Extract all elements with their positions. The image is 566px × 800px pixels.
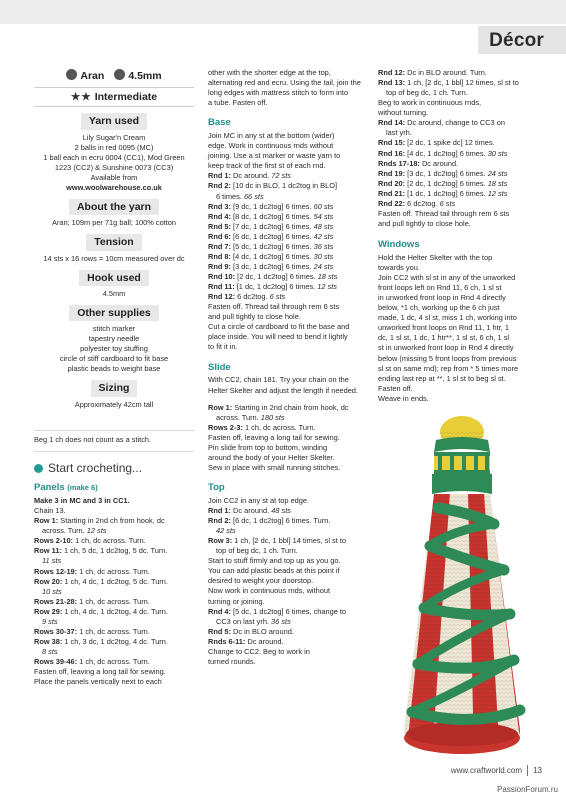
divider (34, 451, 194, 452)
stitch-count: 11 sts (42, 556, 62, 566)
row-label: Rnd 16: (378, 148, 406, 158)
yarn-ball-icon (66, 69, 77, 80)
intro-line: other with the shorter edge at the top, (208, 68, 331, 77)
stitch-count: 10 sts (42, 586, 62, 596)
row-text: 1 ch, 5 dc, 1 dc2tog, 5 dc. Turn. (61, 546, 168, 556)
instruction-line (378, 138, 540, 148)
row-label: Rnd 14: (378, 118, 406, 128)
row-text: 1 ch, dc across. Turn. (77, 596, 150, 606)
row-label: Rnd 6: (208, 231, 231, 241)
row-text: [6 dc, 1 dc2tog] 6 times. Turn. (231, 516, 331, 526)
text-line: Pin slide from top to bottom, winding (208, 442, 328, 452)
instruction-line (378, 88, 540, 98)
stitch-count: 180 sts (260, 412, 285, 422)
row-text: [1 dc, 1 dc2tog] 6 times. (234, 282, 318, 292)
footer-separator (527, 765, 528, 776)
row-label: Rnd 5: (208, 626, 231, 636)
text-line: turning or joining. (208, 596, 265, 606)
text-line: Change to CC2. Beg to work in (208, 646, 310, 656)
row-text: [4 dc, 1 dc2tog] 6 times. (405, 148, 488, 158)
helter-skelter-photo (372, 412, 552, 760)
instruction-line (34, 677, 194, 687)
supply-item: stitch marker (92, 324, 136, 334)
instruction-line (34, 577, 194, 587)
instruction-line (34, 597, 194, 607)
panels-instructions (34, 506, 194, 687)
row-text: 6 dc2tog. (235, 292, 270, 302)
instruction-line (208, 403, 368, 413)
row-text: Fasten off. Thread tail through rem 6 sts (378, 208, 510, 218)
windows-line: unworked front loops on Rnd 11, 1 htr, 1 (378, 323, 509, 333)
instruction-line (34, 536, 194, 546)
other-supplies-heading: Other supplies (34, 305, 194, 321)
text-line: Helter Skelter and adjust the length if needed. (208, 385, 358, 395)
row-label: Rnd 10: (208, 272, 236, 282)
row-label: Rnd 7: (208, 241, 231, 251)
instruction-line (378, 128, 540, 138)
stitch-count: 48 sts (271, 505, 291, 515)
section-title: Décor (489, 30, 544, 51)
instruction-line (208, 516, 368, 526)
hook-used-text: 4.5mm (102, 288, 126, 298)
windows-line: Hold the Helter Skelter with the top (378, 252, 493, 262)
instruction-line (378, 179, 540, 189)
star-icons: ★★ (70, 91, 92, 103)
windows-line: st in unworked front loop in Rnd 4 directly (378, 343, 514, 353)
row-text: [2 dc, 1 dc2tog] 6 times. (405, 178, 488, 188)
yarn-line: 1 ball each in ecru 0004 (CC1), Mod Green (43, 152, 185, 162)
row-text: CC3 on last yrh. (216, 616, 272, 626)
row-text: [9 dc, 1 dc2tog] 6 times. (231, 201, 314, 211)
top-instructions (208, 506, 368, 556)
watermark: PassionForum.ru (497, 785, 558, 794)
instruction-line (208, 171, 368, 181)
row-text: [1 dc, 1 dc2tog] 6 times. (405, 188, 488, 198)
instruction-line (34, 647, 194, 657)
base-intro (208, 131, 368, 171)
row-label: Rows 39-46: (34, 657, 78, 667)
about-yarn-heading: About the yarn (34, 199, 194, 215)
row-text: Starting in 2nd ch from hook, dc (58, 516, 165, 526)
text-line: Join MC in any st at the bottom (wider) (208, 131, 335, 141)
row-text: 1 ch, dc across. Turn. (73, 536, 146, 546)
windows-line: Weave in ends. (378, 393, 429, 403)
text-line: around the body of your Helter Skelter. (208, 452, 335, 462)
yarn-line: Lily Sugar'n Cream (82, 132, 146, 142)
column-3 (378, 68, 540, 404)
row-label: Rows 2-3: (208, 422, 243, 432)
instruction-line (208, 192, 368, 202)
stitch-count: 54 sts (313, 211, 334, 221)
row-label: Rows 21-28: (34, 596, 78, 606)
row-text: and pull tightly to close hole. (378, 218, 471, 228)
instruction-line (208, 282, 368, 292)
text-line: Cut a circle of cardboard to fit the base and (208, 322, 350, 332)
about-yarn-text: Aran; 109m per 71g ball; 100% cotton (51, 218, 177, 228)
stitch-count: 36 sts (313, 241, 334, 251)
windows-line: towards you. (378, 262, 420, 272)
windows-line: Fasten off. (378, 383, 413, 393)
base-heading: Base (208, 117, 231, 129)
row-text: 1 ch, dc across. Turn. (242, 422, 316, 432)
instruction-line (208, 617, 368, 627)
instruction-line (34, 516, 194, 526)
instruction-line (208, 181, 368, 191)
instruction-line (208, 212, 368, 222)
intro-line: long edges with mattress stitch to form into (208, 88, 349, 98)
instruction-line (378, 78, 540, 88)
instruction-line (208, 202, 368, 212)
text-line: Start to stuff firmly and top up as you go. (208, 556, 341, 566)
panels-heading: Panels (make 6) (34, 482, 98, 494)
row-label: Rnd 4: (208, 211, 231, 221)
hook-icon (114, 69, 125, 80)
instruction-line (208, 607, 368, 617)
instruction-line (34, 546, 194, 556)
stitch-count: 48 sts (313, 221, 334, 231)
row-text: Starting in 2nd chain from hook, dc (232, 402, 349, 412)
column-2 (208, 68, 368, 667)
stitch-count: 18 sts (487, 178, 508, 188)
text-line: desired to weight your doorstop. (208, 576, 314, 586)
website-link[interactable]: www.woolwarehouse.co.uk (66, 182, 162, 192)
windows-line: in unworked front loop in Rnd 4 directly (378, 293, 506, 303)
divider (34, 430, 194, 431)
instruction-line (378, 108, 540, 118)
text-line: to fit it in. (208, 342, 238, 352)
sizing-text: Approximately 42cm tall (74, 399, 154, 409)
row-label: Rnds 6-11: (208, 636, 246, 646)
instruction-line (34, 567, 194, 577)
instruction-line (208, 627, 368, 637)
stitch-count: 24 sts (487, 168, 508, 178)
stitch-count: 30 sts (313, 251, 334, 261)
row-label: Rnd 2: (208, 181, 231, 191)
row-text: [10 dc in BLO, 1 dc2tog in BLO] (231, 181, 337, 191)
windows-line: sl st on same rnd); rep from * 5 times more (378, 363, 519, 373)
row-text: Dc around. (419, 158, 459, 168)
row-label: Rnd 8: (208, 251, 231, 261)
instruction-line (34, 526, 194, 536)
row-text: Dc around. (231, 505, 272, 515)
base-outro (208, 302, 368, 352)
stitch-count: 72 sts (271, 171, 291, 181)
row-label: Rnd 1: (208, 171, 231, 181)
supply-item: polyester toy stuffing (80, 344, 148, 354)
tension-heading: Tension (34, 234, 194, 250)
windows-line: front loops left on Rnd 11, 6 ch, 1 sl st (378, 283, 502, 293)
intro-line: a tube. Fasten off. (208, 98, 268, 108)
column-1 (34, 68, 194, 687)
yarn-weight: Aran (66, 69, 104, 83)
row-text: [2 dc, 1 spike dc] 12 times. (405, 138, 495, 148)
row-text: across. Turn. (42, 526, 87, 536)
row-text: 1 ch, [2 dc, 1 bbl] 12 times, sl st to (405, 78, 519, 88)
row-label: Rows 12-19: (34, 566, 78, 576)
stitch-count: 60 sts (313, 201, 334, 211)
row-label: Rnd 12: (378, 68, 406, 77)
instruction-line (34, 556, 194, 566)
text-line: keep track of the first st of each rnd. (208, 161, 326, 171)
instruction-line (208, 637, 368, 647)
row-label: Rnd 13: (378, 78, 406, 88)
green-crown (434, 437, 490, 452)
row-label: Rnd 11: (208, 282, 235, 292)
row-text: 1 ch, dc across. Turn. (77, 626, 150, 636)
windows-line: below (missing 5 front loops from previous (378, 353, 517, 363)
stitch-count: 18 sts (317, 272, 338, 282)
windows-line: ending last rep at **, 1 sl st to beg sl st. (378, 373, 506, 383)
level-label: Intermediate (94, 91, 158, 103)
row-label: Row 11: (34, 546, 62, 556)
sizing-heading: Sizing (34, 380, 194, 396)
row-text: 1 ch, 4 dc, 1 dc2tog, 4 dc. Turn. (62, 606, 168, 616)
row-text: Beg to work in continuous rnds, (378, 98, 482, 108)
supply-item: tapestry needle (88, 334, 140, 344)
row-text: Dc in BLO around. (231, 626, 294, 636)
row-label: Rnd 3: (208, 201, 231, 211)
instruction-line (378, 159, 540, 169)
text-line: Sew in place with small running stitches. (208, 462, 341, 472)
stitch-count: 36 sts (271, 616, 291, 626)
footer-url[interactable]: www.craftworld.com (450, 766, 522, 775)
supply-item: circle of stiff cardboard to fit base (59, 354, 169, 364)
stitch-note: Beg 1 ch does not count as a stitch. (34, 434, 152, 444)
instruction-line (34, 587, 194, 597)
instruction-line (208, 252, 368, 262)
row-label: Row 1: (34, 516, 59, 526)
row-label: Row 29: (34, 606, 63, 616)
instruction-line (208, 536, 368, 546)
instruction-line (34, 617, 194, 627)
row-label: Rnd 19: (378, 168, 406, 178)
windows-line: dc, 1 sl st, 1 dc, 1 htr**, 1 sl st, 6 ch, 1 sl (378, 333, 510, 343)
row-text: Place the panels vertically next to each (34, 677, 162, 687)
row-label: Rnd 12: (208, 292, 236, 302)
instruction-line (34, 657, 194, 667)
text-line: With CC2, chain 181. Try your chain on the (208, 375, 349, 385)
row-text: Dc around. (231, 171, 272, 181)
row-text: [5 dc, 1 dc2tog] 6 times, change to (231, 606, 347, 616)
instruction-line (208, 272, 368, 282)
instruction-line (34, 627, 194, 637)
instruction-line (208, 423, 368, 433)
text-line: turned rounds. (208, 656, 256, 666)
row-text: [4 dc, 1 dc2tog] 6 times. (231, 251, 314, 261)
row-text: Dc around, change to CC3 on (405, 118, 505, 128)
text-line: Now work in continuous rnds, without (208, 586, 331, 596)
header-grey-strip (0, 0, 566, 24)
stitch-count: 6 sts (269, 292, 286, 302)
row-text: [7 dc, 1 dc2tog] 6 times. (231, 221, 314, 231)
row-text: across. Turn. (216, 412, 261, 422)
row-text: without turning. (378, 108, 429, 118)
stitch-count: 30 sts (487, 148, 508, 158)
instruction-line (378, 149, 540, 159)
stitch-count: 12 sts (86, 526, 107, 536)
row-label: Rnd 4: (208, 606, 231, 616)
row-text: 1 ch, 4 dc, 1 dc2tog, 5 dc. Turn. (62, 576, 168, 586)
spec-row (34, 68, 194, 84)
text-line: place inside. You will need to bend it lightly (208, 332, 348, 342)
instruction-line (378, 68, 540, 78)
yarn-line: Available from (90, 172, 138, 182)
row-text: 1 ch, [2 dc, 1 bbl] 14 times, sl st to (232, 536, 347, 546)
row-text: 6 times. (216, 191, 244, 201)
level-box (34, 87, 194, 107)
instruction-line (34, 607, 194, 617)
yarn-line: 2 balls in red 0095 (MC) (74, 142, 154, 152)
row-text: 1 ch, dc across. Turn. (77, 657, 150, 667)
slide-heading: Slide (208, 361, 231, 373)
row-label: Row 1: (208, 402, 233, 412)
row-text: Dc in BLO around. Turn. (405, 68, 487, 77)
instruction-line (208, 242, 368, 252)
stitch-count: 6 sts (439, 198, 456, 208)
stitch-count: 42 sts (216, 526, 236, 536)
row-text: 1 ch, 3 dc, 1 dc2tog, 4 dc. Turn. (62, 636, 168, 646)
page-number: 13 (533, 766, 542, 775)
hook-size: 4.5mm (114, 69, 161, 83)
row-label: Rnd 2: (208, 516, 231, 526)
instruction-line (208, 546, 368, 556)
yarn-used-heading: Yarn used (34, 113, 194, 129)
start-heading: Start crocheting... (34, 460, 194, 476)
instruction-line (34, 637, 194, 647)
text-line: You can add plastic beads at this point if (208, 566, 340, 576)
row-text: last yrh. (386, 128, 412, 138)
instruction-line (34, 506, 194, 516)
row-text: Fasten off, leaving a long tail for sewing. (34, 667, 166, 677)
stitch-count: 42 sts (313, 231, 334, 241)
row-label: Rnd 22: (378, 198, 406, 208)
row-text: Chain 13. (34, 506, 66, 516)
tension-text: 14 sts x 16 rows = 10cm measured over dc (43, 253, 185, 263)
instruction-line (208, 292, 368, 302)
text-line: Join CC2 in any st at top edge. (208, 495, 310, 505)
top-heading: Top (208, 482, 225, 493)
instruction-line (378, 219, 540, 229)
row-text: [8 dc, 1 dc2tog] 6 times. (231, 211, 314, 221)
row-label: Rnds 17-18: (378, 158, 420, 168)
instruction-line (208, 232, 368, 242)
stitch-count: 66 sts (243, 191, 264, 201)
row-label: Rnd 21: (378, 188, 406, 198)
bullet-icon (34, 464, 43, 473)
windows-heading: Windows (378, 239, 420, 250)
text-line: edge. Work in continuous rnds without (208, 141, 334, 151)
row-text: [5 dc, 1 dc2tog] 6 times. (231, 241, 314, 251)
instruction-line (378, 169, 540, 179)
row-text: [3 dc, 1 dc2tog] 6 times. (231, 261, 314, 271)
instruction-line (208, 262, 368, 272)
instruction-line (208, 222, 368, 232)
text-line: Fasten off, leaving a long tail for sewing. (208, 432, 340, 442)
windows-line: made, 1 dc, 4 sl st, miss 1 ch, working into (378, 313, 517, 323)
text-line: and pull tightly to close hole. (208, 312, 301, 322)
instruction-line (378, 118, 540, 128)
row-text: 6 dc2tog. (405, 198, 440, 208)
instruction-line (208, 526, 368, 536)
panels-intro: Make 3 in MC and 3 in CC1. (34, 496, 130, 506)
windows-line: below, *1 ch, working up the 6 ch just (378, 303, 500, 313)
stitch-count: 9 sts (42, 616, 58, 626)
stitch-count: 12 sts (317, 282, 337, 292)
windows-line: Join CC2 with sl st in any of the unworked (378, 273, 516, 283)
instruction-line (378, 98, 540, 108)
stitch-count: 12 sts (487, 188, 508, 198)
row-label: Rows 2-10: (34, 536, 74, 546)
yarn-line: 1223 (CC2) & Sunshine 0073 (CC3) (54, 162, 174, 172)
text-line: joining. Use a st marker or waste yarn to (208, 151, 341, 161)
row-text: Dc around. (245, 636, 284, 646)
row-label: Rows 30-37: (34, 626, 78, 636)
slide-instructions (208, 403, 368, 433)
text-line: Fasten off. Thread tail through rem 6 sts (208, 302, 340, 312)
instruction-line (378, 199, 540, 209)
instruction-line (378, 189, 540, 199)
intro-line: alternating red and ecru. Using the tail, join the (208, 78, 361, 88)
row-label: Row 20: (34, 576, 63, 586)
top-continued-instructions (378, 68, 540, 229)
level-row (34, 90, 194, 104)
row-label: Rnd 9: (208, 261, 231, 271)
row-text: [6 dc, 1 dc2tog] 6 times. (231, 231, 314, 241)
row-label: Rnd 20: (378, 178, 406, 188)
supply-item: plastic beads to weight base (67, 364, 161, 374)
row-text: [3 dc, 1 dc2tog] 6 times. (405, 168, 488, 178)
hook-used-heading: Hook used (34, 270, 194, 286)
row-label: Row 38: (34, 636, 63, 646)
instruction-line (208, 413, 368, 423)
footer (0, 762, 566, 782)
row-label: Rnd 5: (208, 221, 231, 231)
instruction-line (378, 209, 540, 219)
row-label: Rnd 1: (208, 505, 231, 515)
row-label: Rnd 15: (378, 138, 406, 148)
row-text: [2 dc, 1 dc2tog] 6 times. (235, 272, 318, 282)
stitch-count: 24 sts (313, 261, 334, 271)
green-collar (432, 471, 492, 494)
row-text: 1 ch, dc across. Turn. (77, 566, 150, 576)
base-instructions (208, 171, 368, 302)
row-text: top of beg dc, 1 ch. Turn. (386, 88, 468, 98)
top-instructions-2 (208, 607, 368, 647)
instruction-line (208, 506, 368, 516)
instruction-line (34, 667, 194, 677)
header-band (0, 0, 566, 62)
windows-instructions (378, 253, 540, 404)
stitch-count: 8 sts (42, 647, 58, 657)
row-label: Row 3: (208, 536, 233, 546)
row-text: top of beg dc, 1 ch. Turn. (216, 546, 298, 556)
